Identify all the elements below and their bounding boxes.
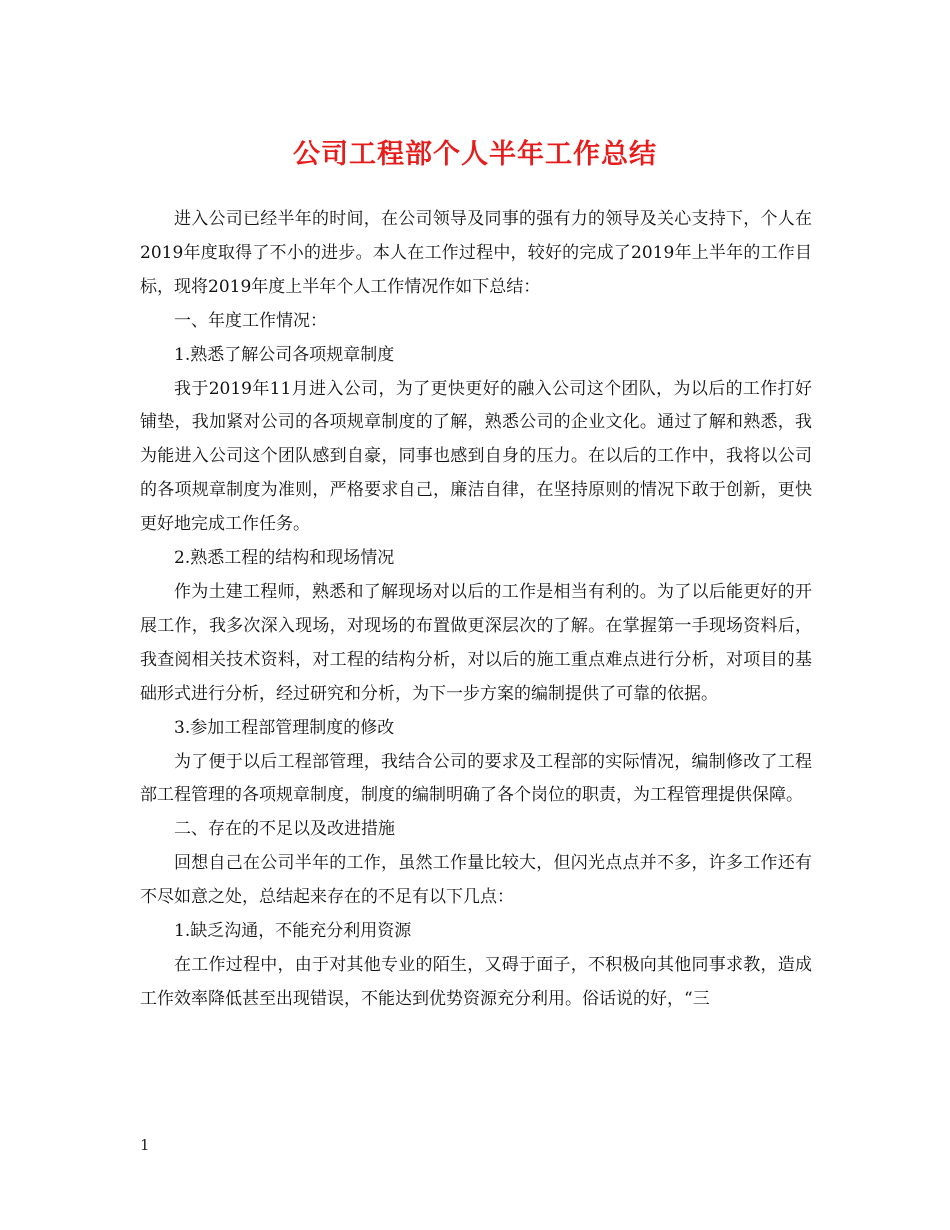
paragraph-1-2: 作为土建工程师，熟悉和了解现场对以后的工作是相当有利的。为了以后能更好的开展工作，我多次深入现场，对现场的布置做更深层次的了解。在掌握第一手现场资料后，我查阅相关技术资料，对工程的结构分析，对以后的施工重点难点进行分析，对项目的基础形式进行分析，经过研究和分析，为下一步方案的编制提供了可靠的依据。 (140, 581, 812, 704)
subheading-1-2: 2.熟悉工程的结构和现场情况 (174, 548, 395, 569)
document-title: 公司工程部个人半年工作总结 (293, 139, 657, 170)
section-heading-1: 一、年度工作情况： (174, 310, 327, 331)
subheading-1-1: 1.熟悉了解公司各项规章制度 (174, 344, 395, 365)
paragraph-2-1: 在工作过程中，由于对其他专业的陌生，又碍于面子，不积极向其他同事求教，造成工作效率降低甚至出现错误，不能达到优势资源充分利用。俗话说的好，“三 (140, 954, 812, 1009)
subheading-1-3: 3.参加工程部管理制度的修改 (174, 717, 395, 738)
paragraph-1-3: 为了便于以后工程部管理，我结合公司的要求及工程部的实际情况，编制修改了工程部工程管理的各项规章制度，制度的编制明确了各个岗位的职责，为工程管理提供保障。 (140, 751, 812, 806)
page-number: 1 (140, 1136, 150, 1154)
section-heading-2: 二、存在的不足以及改进措施 (174, 819, 395, 840)
document-body (140, 203, 812, 1017)
paragraph-intro: 进入公司已经半年的时间，在公司领导及同事的强有力的领导及关心支持下，个人在2019年度取得了不小的进步。本人在工作过程中，较好的完成了2019年上半年的工作目标，现将2019年度上半年个人工作情况作如下总结： (140, 209, 812, 297)
paragraph-2-intro: 回想自己在公司半年的工作，虽然工作量比较大，但闪光点点并不多，许多工作还有不尽如意之处，总结起来存在的不足有以下几点： (140, 853, 812, 908)
paragraph-1-1: 我于2019年11月进入公司，为了更快更好的融入公司这个团队，为以后的工作打好铺垫，我加紧对公司的各项规章制度的了解，熟悉公司的企业文化。通过了解和熟悉，我为能进入公司这个团队感到自豪，同事也感到自身的压力。在以后的工作中，我将以公司的各项规章制度为准则，严格要求自己，廉洁自律，在坚持原则的情况下敢于创新，更快更好地完成工作任务。 (140, 378, 812, 535)
subheading-2-1: 1.缺乏沟通，不能充分利用资源 (174, 921, 412, 942)
